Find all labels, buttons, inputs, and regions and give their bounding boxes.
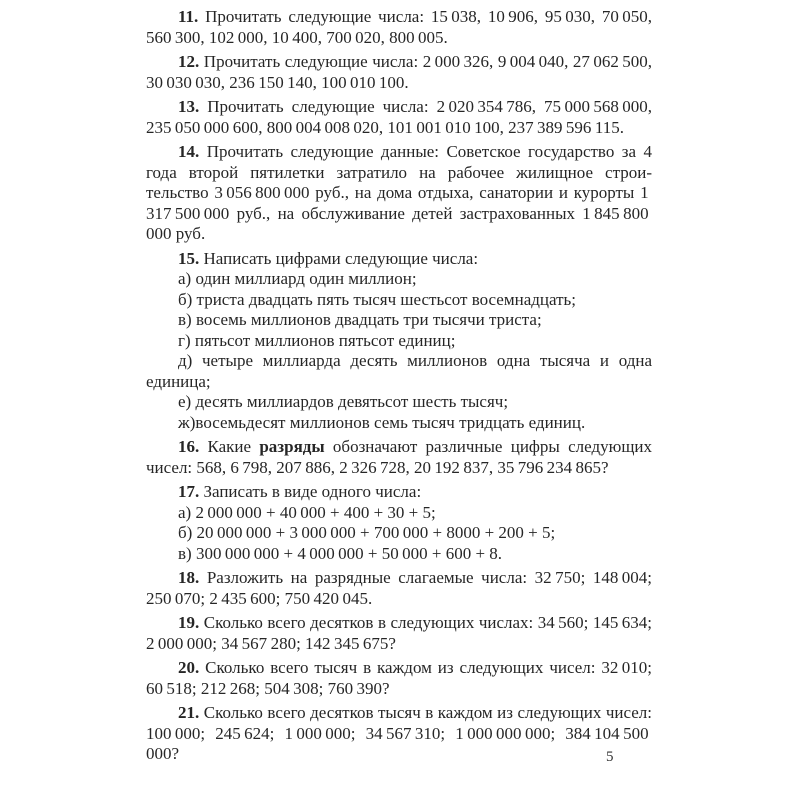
exercise-16-bold-term: разряды [259, 437, 325, 456]
exercise-15 [146, 249, 652, 270]
exercise-14-number: 14. [178, 142, 200, 161]
exercise-13 [146, 97, 652, 138]
exercise-19-text: Сколько всего десятков в следующих числах: 34 560; 145 634; 2 000 000; 34 567 280; 142 345 675? [146, 613, 652, 653]
exercise-21-number: 21. [178, 703, 200, 722]
exercise-15-number: 15. [178, 248, 200, 268]
exercise-21-text: Сколько всего десятков тысяч в каждом из следующих чисел: 100 000; 245 624; 1 000 000; 34 567 310; 1 000 000 000; 384 104 500 000? [146, 703, 652, 763]
exercise-15-text: Написать цифрами следующие числа: [203, 248, 479, 268]
exercise-17-sub-b: б) 20 000 000 + 3 000 000 + 700 000 + 8000 + 200 + 5; [178, 523, 556, 542]
exercise-11-number: 11. [178, 7, 199, 26]
exercise-15-sub-g: г) пятьсот миллионов пятьсот единиц; [178, 330, 456, 350]
exercise-11 [146, 7, 652, 48]
exercise-17 [146, 482, 652, 503]
exercise-11-text: Прочитать следующие числа: 15 038, 10 906, 95 030, 70 050, 560 300, 102 000, 10 400, 700 020, 800 005. [146, 7, 652, 47]
exercise-19-number: 19. [178, 613, 200, 632]
exercise-15-sub-e: е) десять миллиардов девятьсот шесть тысяч; [178, 392, 509, 411]
exercise-21 [146, 703, 652, 765]
exercise-16-text-post: обозначают различные цифры следующих чисел: 568, 6 798, 207 886, 2 326 728, 20 192 837, 35 796 234 865? [146, 437, 653, 477]
exercise-13-text: Прочитать следующие числа: 2 020 354 786, 75 000 568 000, 235 050 000 600, 800 004 008 020, 101 001 010 100, 237 389 596 115. [146, 97, 652, 137]
exercise-15-sub-d: д) четыре миллиарда десять миллионов одна тысяча и одна единица; [146, 351, 652, 391]
exercise-16-number: 16. [178, 437, 200, 456]
exercise-17-number: 17. [178, 482, 200, 501]
exercise-16-text-pre: Какие [207, 437, 252, 456]
exercise-14-text: Прочитать следующие данные: Советское государство за 4 года второй пятилетки затратило на рабочее жилищное строительство 3 056 800 000 руб., на дома отдыха, санатории и курорты 1 317 500 000 руб., на обслуживание детей застрахованных 1 845 800 000 руб. [146, 142, 652, 243]
exercise-17-text: Записать в виде одного числа: [203, 482, 422, 501]
exercise-16 [146, 437, 652, 478]
page-number: 5 [606, 749, 614, 765]
exercise-18-text: Разложить на разрядные слагаемые числа: 32 750; 148 004; 250 070; 2 435 600; 750 420 045. [146, 568, 652, 608]
exercise-17-sub-v: в) 300 000 000 + 4 000 000 + 50 000 + 600 + 8. [178, 543, 503, 563]
exercise-15-sub-v: в) восемь миллионов двадцать три тысячи триста; [178, 310, 542, 329]
exercise-17-sub-a: а) 2 000 000 + 40 000 + 400 + 30 + 5; [178, 502, 436, 522]
exercise-15-sub-b: б) триста двадцать пять тысяч шестьсот восемнадцать; [178, 289, 576, 309]
exercise-20 [146, 658, 652, 699]
exercise-12-text: Прочитать следующие числа: 2 000 326, 9 004 040, 27 062 500, 30 030 030, 236 150 140, 100 010 100. [146, 52, 652, 92]
exercise-14 [146, 142, 652, 245]
exercise-20-number: 20. [178, 658, 200, 677]
exercise-19 [146, 613, 652, 654]
exercise-12-number: 12. [178, 52, 200, 71]
exercise-18 [146, 568, 652, 609]
exercise-20-text: Сколько всего тысяч в каждом из следующих чисел: 32 010; 60 518; 212 268; 504 308; 760 390? [146, 658, 653, 698]
exercise-12 [146, 52, 652, 93]
exercise-13-number: 13. [178, 97, 200, 116]
exercise-list [146, 7, 652, 765]
exercise-18-number: 18. [178, 568, 200, 587]
exercise-15-sub-a: а) один миллиард один миллион; [178, 269, 417, 288]
exercise-15-sub-zh: ж)восемьдесят миллионов семь тысяч тридцать единиц. [178, 412, 586, 432]
